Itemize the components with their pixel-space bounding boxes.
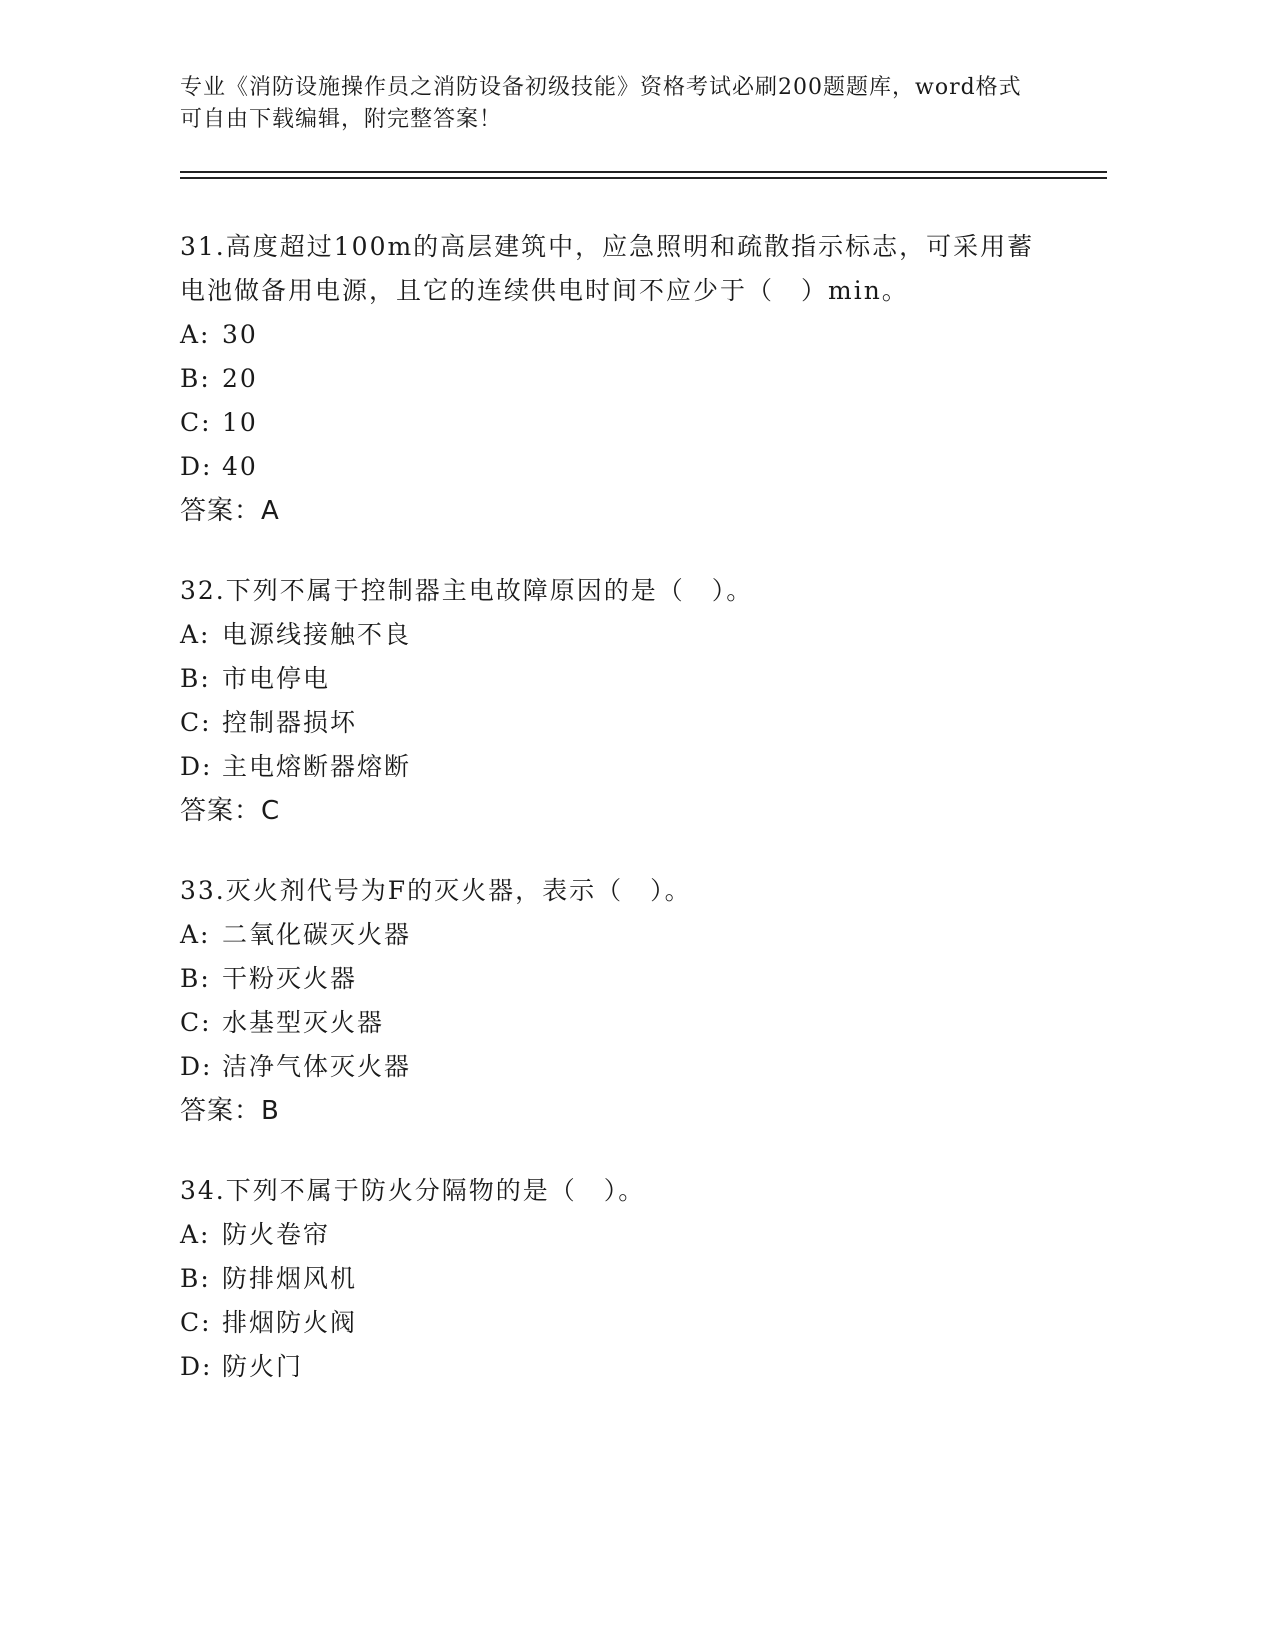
option-text: 防火门 xyxy=(222,1352,304,1381)
option-letter: D: xyxy=(180,752,213,781)
option-b xyxy=(180,357,1060,401)
option-text: 主电熔断器熔断 xyxy=(222,752,412,781)
option-letter: B: xyxy=(180,664,211,693)
option-c xyxy=(180,401,1060,445)
option-letter: A: xyxy=(180,1220,211,1249)
option-text: 防火卷帘 xyxy=(222,1220,331,1249)
option-text: 10 xyxy=(222,408,258,437)
option-text: 二氧化碳灭火器 xyxy=(222,920,412,949)
option-letter: B: xyxy=(180,964,211,993)
option-letter: D: xyxy=(180,452,213,481)
option-letter: C: xyxy=(180,1308,212,1337)
option-c xyxy=(180,701,1060,745)
option-text: 水基型灭火器 xyxy=(222,1008,385,1037)
answer-line: 答案：A xyxy=(180,496,280,526)
option-text: 控制器损坏 xyxy=(222,708,358,737)
option-text: 40 xyxy=(222,452,258,481)
option-d xyxy=(180,745,1060,789)
option-text: 20 xyxy=(222,364,258,393)
answer-line: 答案：C xyxy=(180,796,281,826)
option-d xyxy=(180,1045,1060,1089)
question-stem: 31.高度超过100m的高层建筑中，应急照明和疏散指示标志，可采用蓄电池做备用电源，且它的连续供电时间不应少于（ ）min。 xyxy=(180,232,1035,305)
option-text: 电源线接触不良 xyxy=(222,620,412,649)
option-b xyxy=(180,657,1060,701)
question-stem: 33.灭火剂代号为F的灭火器，表示（ ）。 xyxy=(180,876,692,905)
option-text: 防排烟风机 xyxy=(222,1264,358,1293)
option-letter: A: xyxy=(180,920,211,949)
option-letter: C: xyxy=(180,708,212,737)
option-text: 排烟防火阀 xyxy=(222,1308,358,1337)
question-list xyxy=(180,225,1060,1425)
question-34 xyxy=(180,1169,1060,1389)
question-32 xyxy=(180,569,1060,833)
option-letter: A: xyxy=(180,620,211,649)
header-divider-bottom xyxy=(180,177,1107,179)
option-a xyxy=(180,1213,1060,1257)
document-header: 专业《消防设施操作员之消防设备初级技能》资格考试必刷200题题库，word格式可自由下载编辑，附完整答案！ xyxy=(180,75,1022,132)
option-text: 30 xyxy=(222,320,258,349)
option-letter: A: xyxy=(180,320,211,349)
option-letter: B: xyxy=(180,1264,211,1293)
option-text: 市电停电 xyxy=(222,664,331,693)
question-stem: 32.下列不属于控制器主电故障原因的是（ ）。 xyxy=(180,576,754,605)
option-text: 干粉灭火器 xyxy=(222,964,358,993)
question-stem: 34.下列不属于防火分隔物的是（ ）。 xyxy=(180,1176,646,1205)
option-a xyxy=(180,613,1060,657)
option-a xyxy=(180,313,1060,357)
option-b xyxy=(180,957,1060,1001)
question-33 xyxy=(180,869,1060,1133)
option-letter: C: xyxy=(180,408,212,437)
option-c xyxy=(180,1301,1060,1345)
answer-line: 答案：B xyxy=(180,1096,280,1126)
option-letter: D: xyxy=(180,1352,213,1381)
option-a xyxy=(180,913,1060,957)
header-divider-top xyxy=(180,171,1107,173)
option-c xyxy=(180,1001,1060,1045)
option-letter: D: xyxy=(180,1052,213,1081)
question-31 xyxy=(180,225,1060,533)
option-letter: C: xyxy=(180,1008,212,1037)
option-b xyxy=(180,1257,1060,1301)
option-d xyxy=(180,445,1060,489)
option-d xyxy=(180,1345,1060,1389)
option-text: 洁净气体灭火器 xyxy=(222,1052,412,1081)
option-letter: B: xyxy=(180,364,211,393)
